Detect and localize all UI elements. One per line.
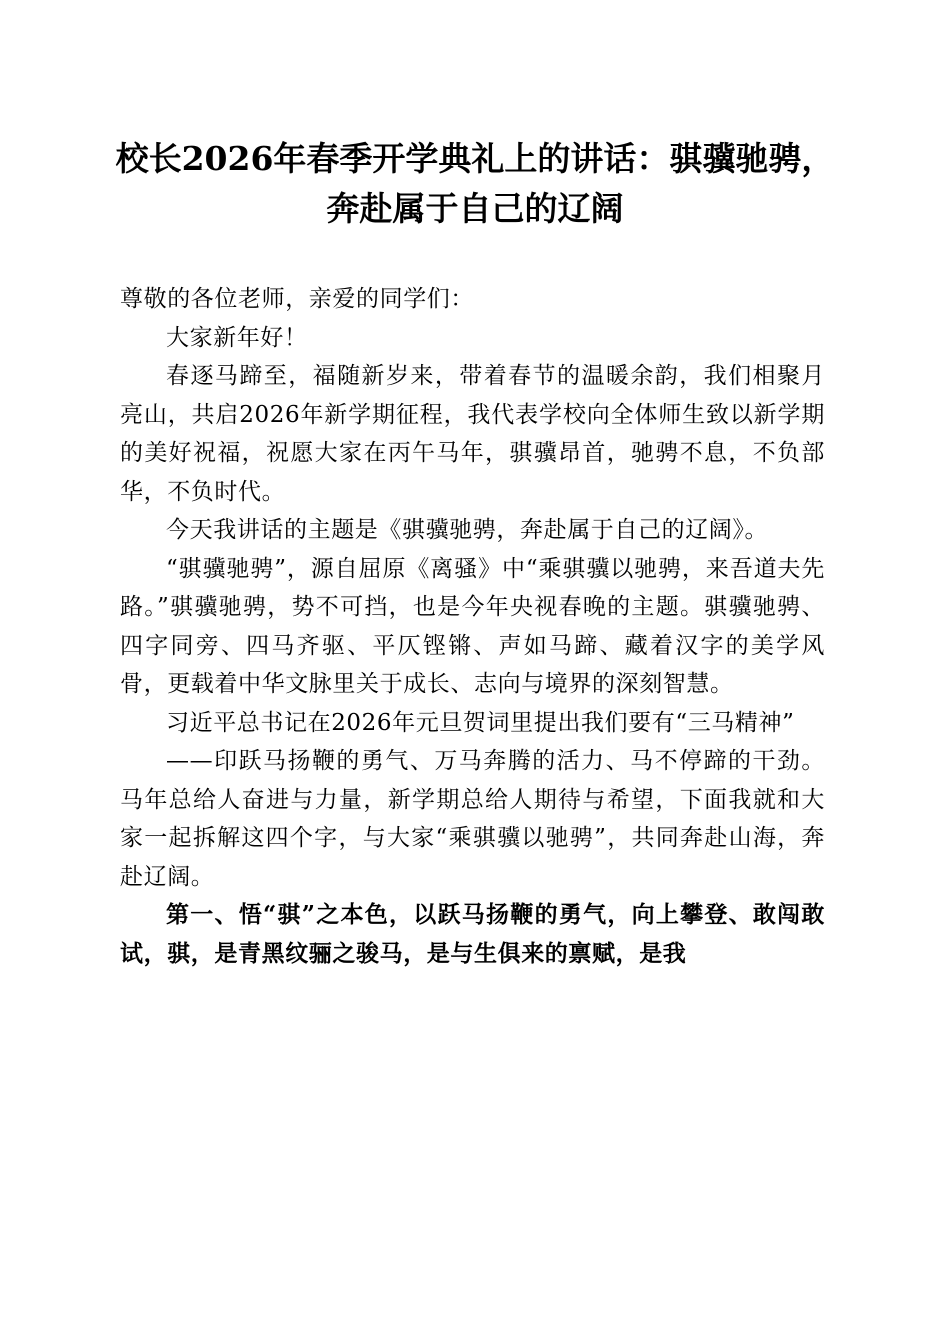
paragraph-three-horse-spirit: 习近平总书记在2026年元旦贺词里提出我们要有“三马精神” — [166, 709, 795, 736]
paragraph-theme: 今天我讲话的主题是《骐骥驰骋，奔赴属于自己的辽阔》。 — [166, 517, 769, 543]
section-heading-first: 第一、悟“骐”之本色，以跃马扬鞭的勇气，向上攀登、敢闯敢试，骐，是青黑纹骊之骏马，是与生俱来的禀赋，是我 — [120, 901, 825, 967]
document-body — [120, 280, 825, 973]
paragraph-greeting: 大家新年好！ — [166, 324, 308, 351]
document-title: 校长2026年春季开学典礼上的讲话：骐骥驰骋，奔赴属于自己的辽阔 — [115, 139, 835, 228]
salutation: 尊敬的各位老师，亲爱的同学们： — [120, 286, 474, 312]
paragraph-spirit-details: ——印跃马扬鞭的勇气、万马奔腾的活力、马不停蹄的干劲。马年总给人奋进与力量，新学期总给人期待与希望，下面我就和大家一起拆解这四个字，与大家“乘骐骥以驰骋”，共同奔赴山海，奔赴辽阔。 — [120, 748, 825, 890]
paragraph-opening: 春逐马蹄至，福随新岁来，带着春节的温暖余韵，我们相聚月亮山，共启2026年新学期征程，我代表学校向全体师生致以新学期的美好祝福，祝愿大家在丙午马年，骐骥昂首，驰骋不息，不负部华，不负时代。 — [120, 363, 825, 505]
paragraph-origin: “骐骥驰骋”，源自屈原《离骚》中“乘骐骥以驰骋，来吾道夫先路。”骐骥驰骋，势不可挡，也是今年央视春晚的主题。骐骥驰骋、四字同旁、四马齐驱、平仄铿锵、声如马蹄、藏着汉字的美学风骨，更载着中华文脉里关于成长、志向与境界的深刻智慧。 — [120, 555, 825, 697]
